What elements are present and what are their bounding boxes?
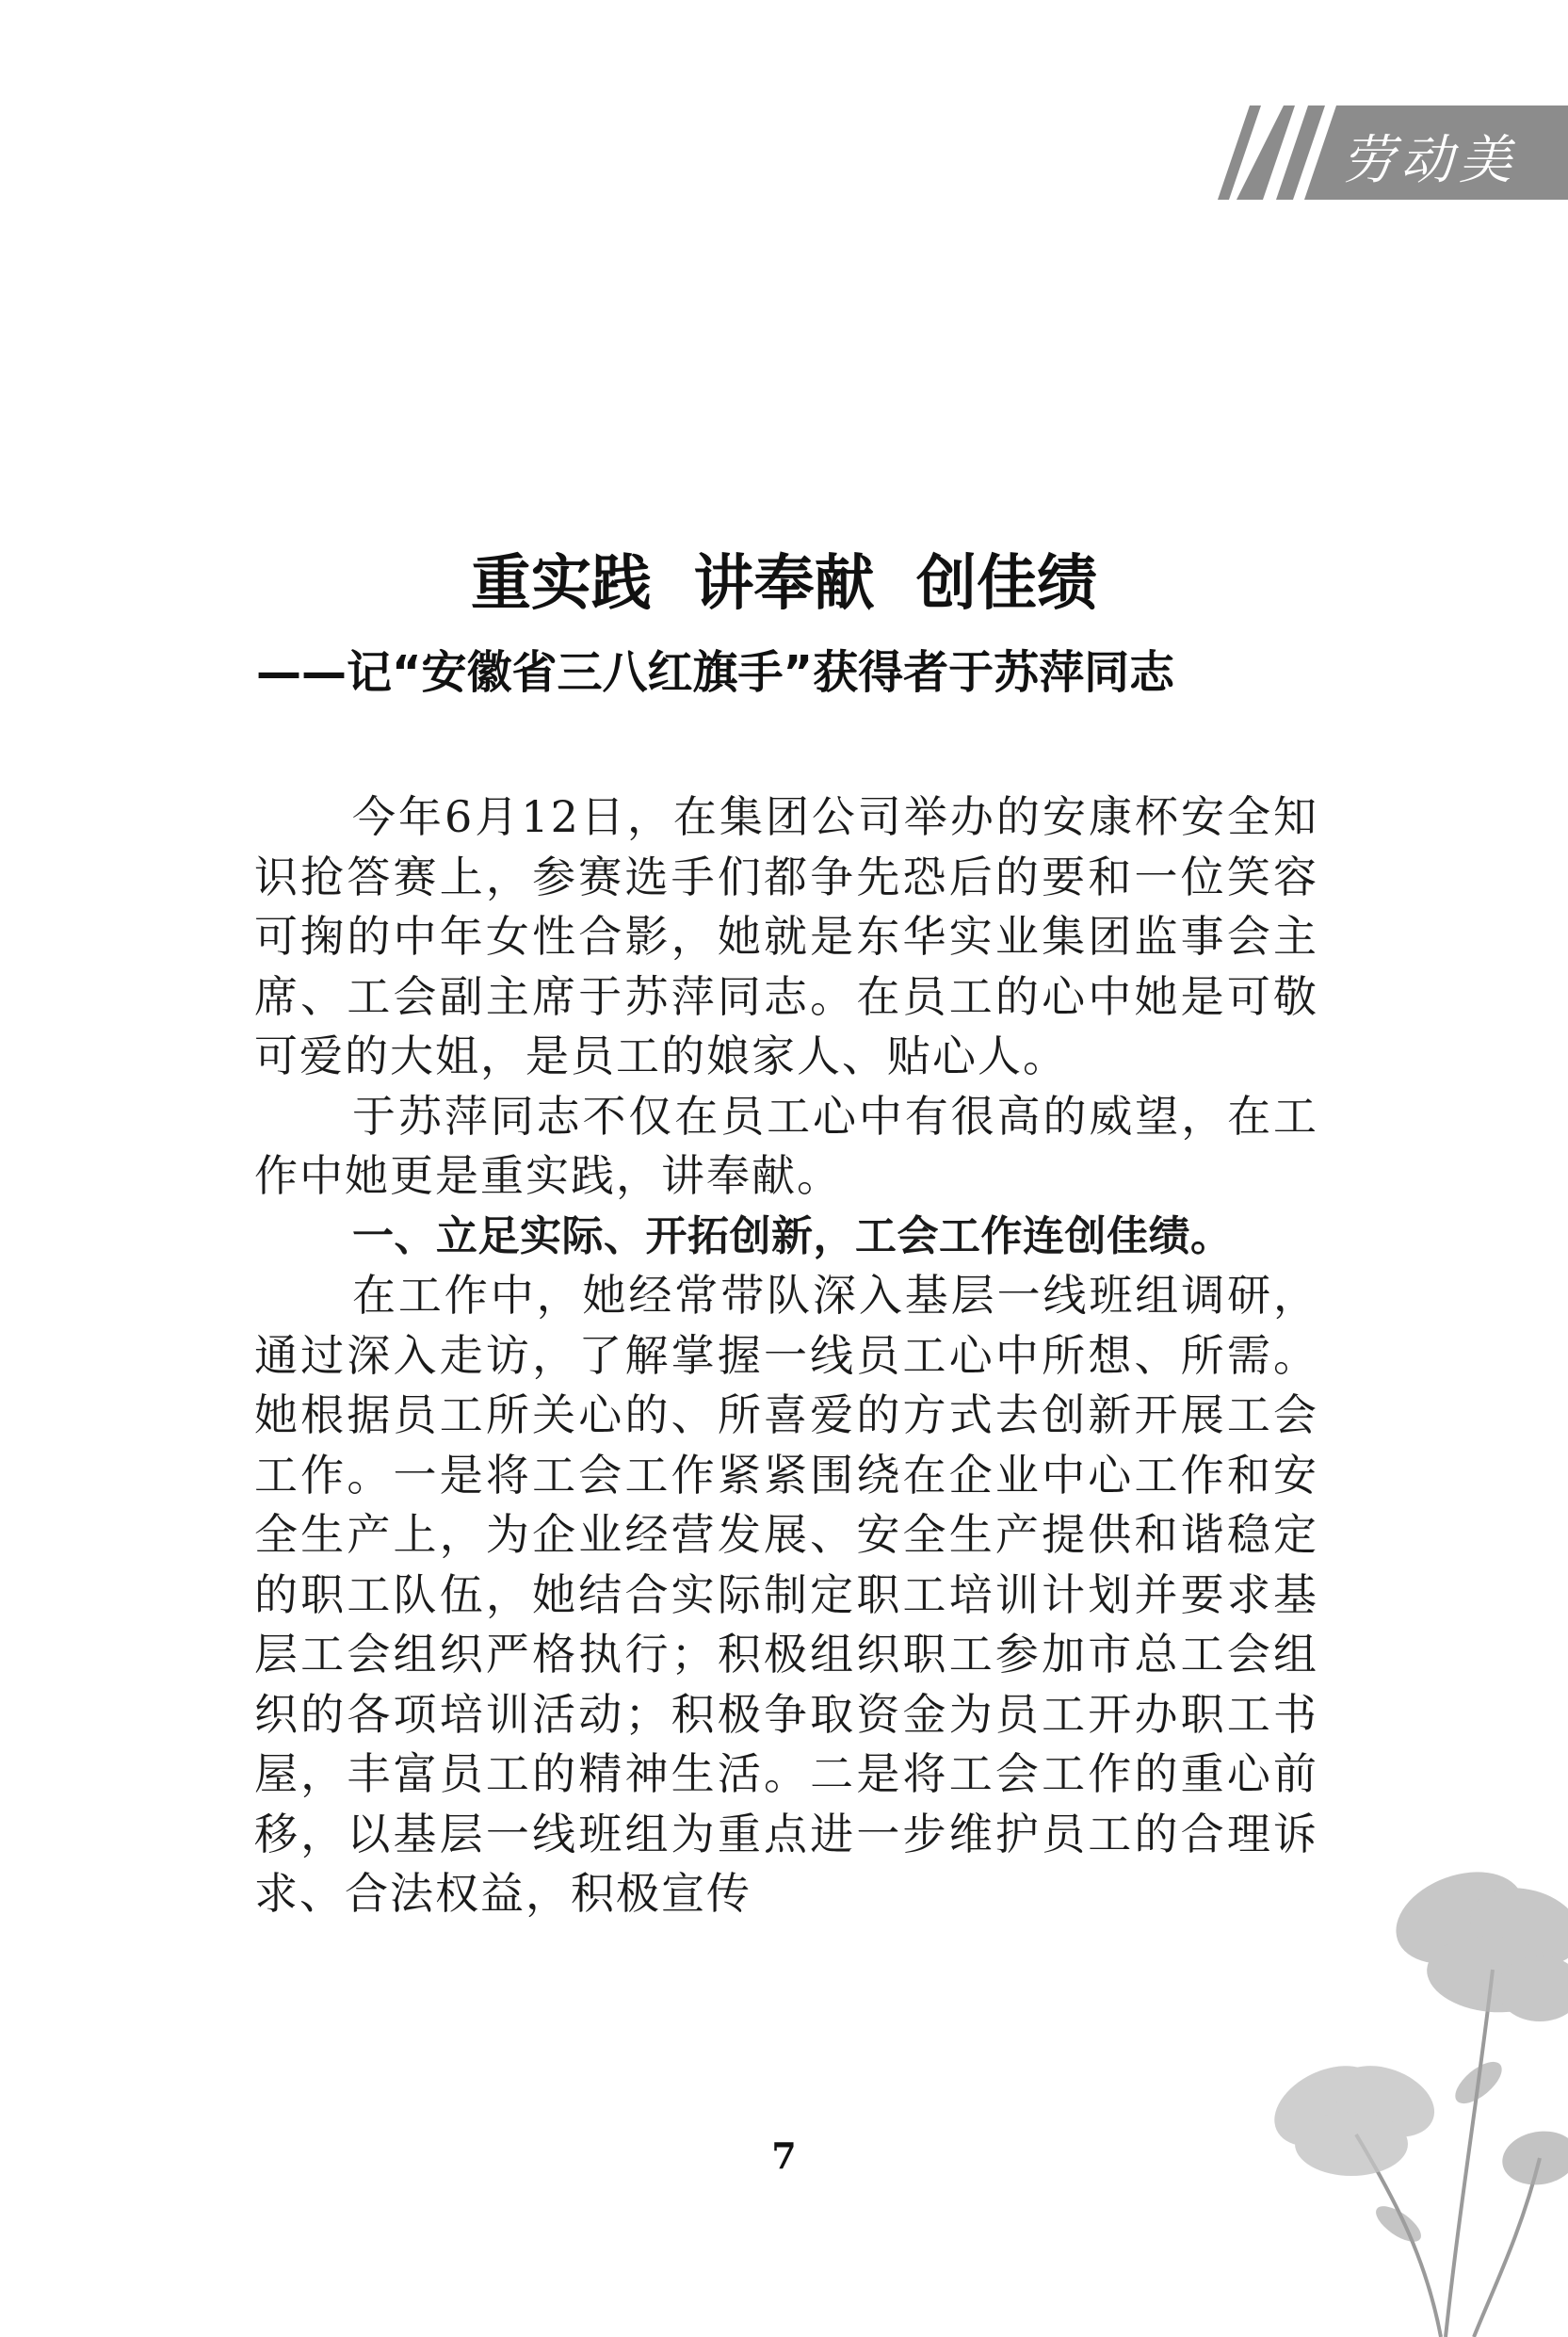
article-title: 重实践 讲奉献 创佳绩 <box>470 549 1098 619</box>
page-number: 7 <box>771 2134 797 2177</box>
paragraph: 于苏萍同志不仅在员工心中有很高的威望，在工作中她更是重实践，讲奉献。 <box>254 1090 1318 1201</box>
paragraph: 在工作中，她经常带队深入基层一线班组调研，通过深入走访，了解掌握一线员工心中所想、所需。她根据员工所关心的、所喜爱的方式去创新开展工会工作。一是将工会工作紧紧围绕在企业中心工作和安全生产上，为企业经营发展、安全生产提供和谐稳定的职工队伍，她结合实际制定职工培训计划并要求基层工会组织严格执行；积极组织职工参加市总工会组织的各项培训活动；积极争取资金为员工开办职工书屋，丰富员工的精神生活。二是将工会工作的重心前移，以基层一线班组为重点进一步维护员工的合理诉求、合法权益，积极宣传 <box>254 1270 1318 1919</box>
article-subtitle: ——记“安徽省三八红旗手”获得者于苏萍同志 <box>256 646 1175 699</box>
section-label: 劳动美 <box>1342 130 1517 191</box>
article-body <box>254 787 1318 1924</box>
section-heading: 一、立足实际、开拓创新，工会工作连创佳绩。 <box>352 1211 1233 1260</box>
paragraph: 今年6月12日，在集团公司举办的安康杯安全知识抢答赛上，参赛选手们都争先恐后的要和一位笑容可掬的中年女性合影，她就是东华实业集团监事会主席、工会副主席于苏萍同志。在员工的心中她是可敬可爱的大姐，是员工的娘家人、贴心人。 <box>254 791 1318 1081</box>
section-tab <box>1218 105 1568 200</box>
flower-decoration-icon <box>1257 1847 1568 2337</box>
